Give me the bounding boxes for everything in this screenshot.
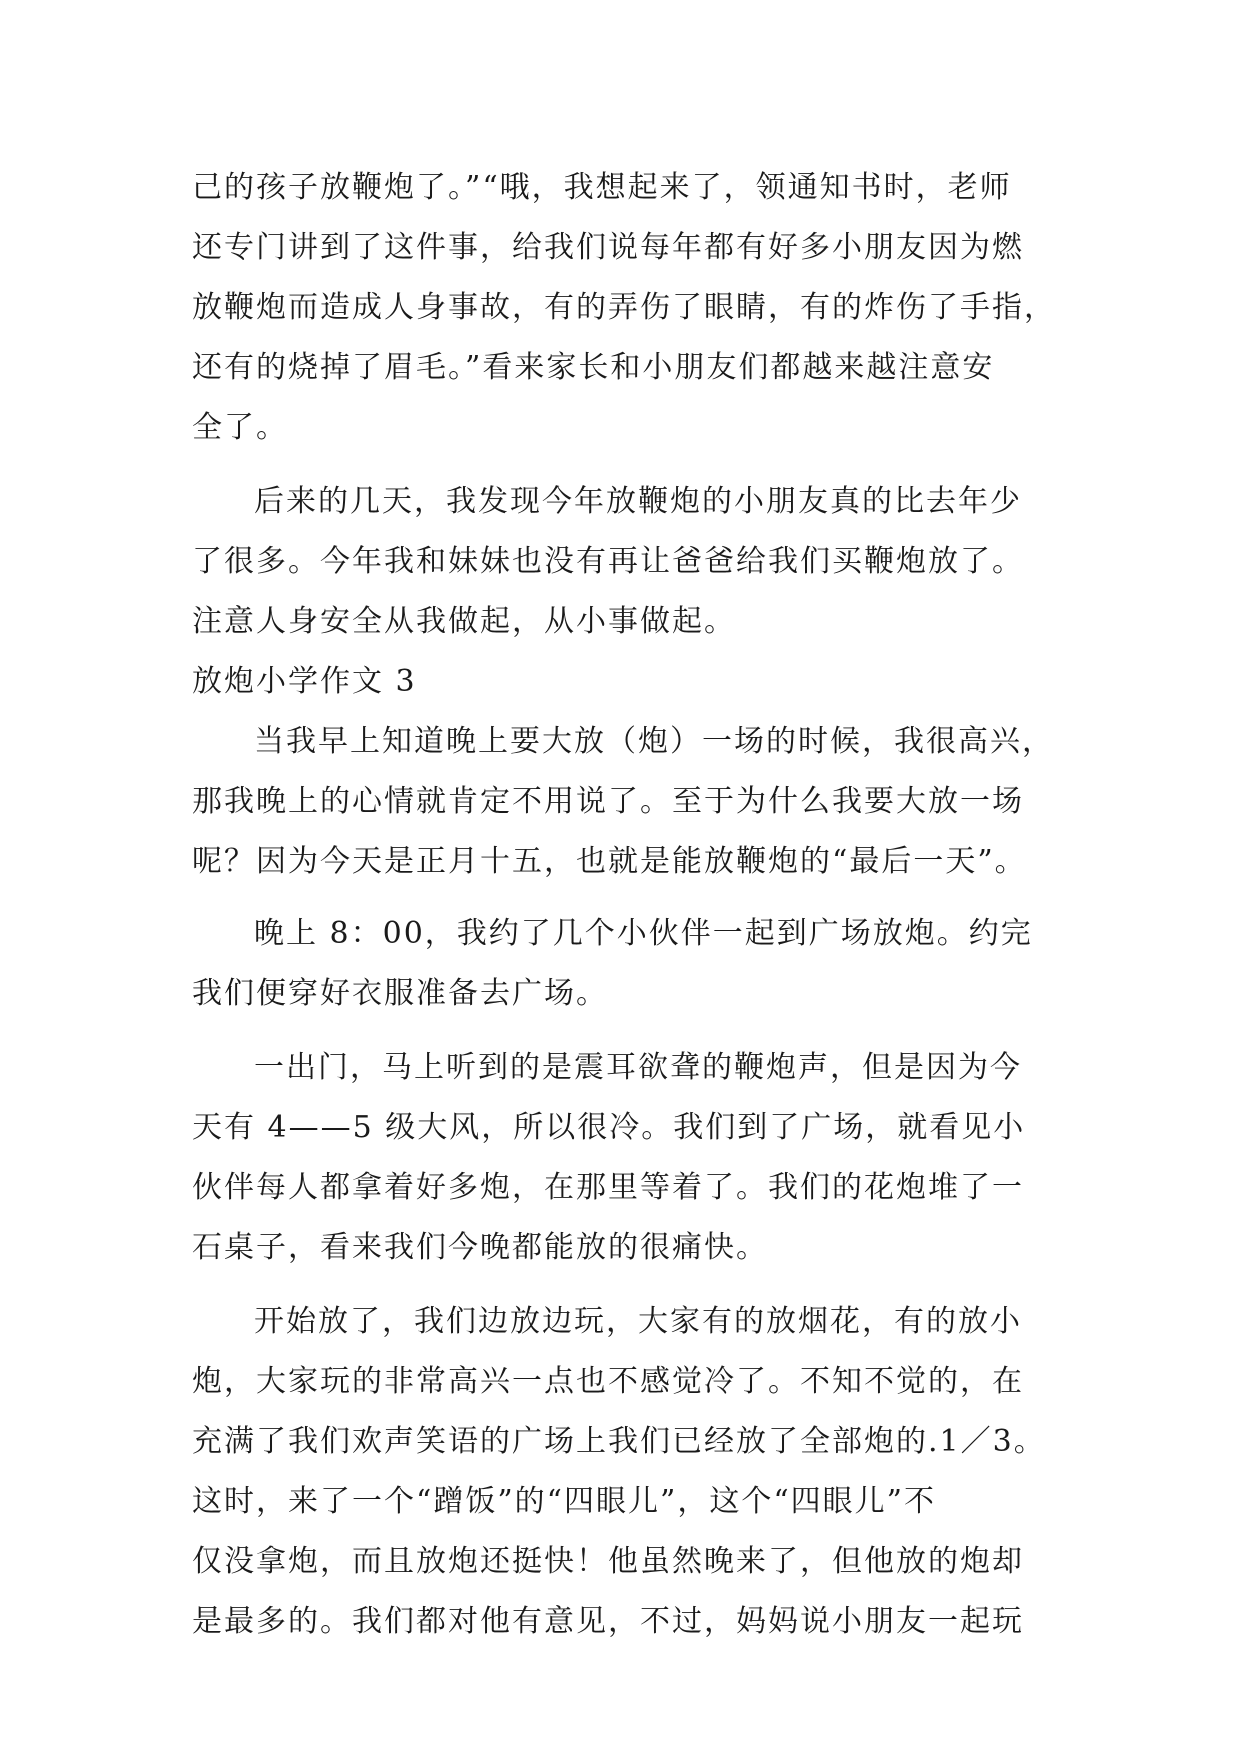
text-line: 开始放了，我们边放边玩，大家有的放烟花，有的放小 xyxy=(254,1304,1022,1339)
text-line: 天有 4——5 级大风，所以很冷。我们到了广场，就看见小 xyxy=(192,1110,1026,1145)
text-line: 还专门讲到了这件事，给我们说每年都有好多小朋友因为燃 xyxy=(192,230,1024,265)
text-line: 这时，来了一个“蹭饭”的“四眼儿”，这个“四眼儿”不 xyxy=(192,1484,937,1519)
text-line: 了很多。今年我和妹妹也没有再让爸爸给我们买鞭炮放了。 xyxy=(192,544,1024,579)
text-line: 晚上 8：00，我约了几个小伙伴一起到广场放炮。约完 xyxy=(254,916,1033,951)
text-line: 放鞭炮而造成人身事故，有的弄伤了眼睛，有的炸伤了手指， xyxy=(192,290,1056,325)
text-line: 己的孩子放鞭炮了。”“哦，我想起来了，领通知书时，老师 xyxy=(192,170,1012,205)
text-line: 一出门，马上听到的是震耳欲聋的鞭炮声，但是因为今 xyxy=(254,1050,1022,1085)
text-line: 那我晚上的心情就肯定不用说了。至于为什么我要大放一场 xyxy=(192,784,1024,819)
text-line: 仅没拿炮，而且放炮还挺快！他虽然晚来了，但他放的炮却 xyxy=(192,1544,1024,1579)
text-line: 我们便穿好衣服准备去广场。 xyxy=(192,976,608,1011)
text-line: 充满了我们欢声笑语的广场上我们已经放了全部炮的.1／3。 xyxy=(192,1424,1046,1459)
text-line: 注意人身安全从我做起，从小事做起。 xyxy=(192,604,736,639)
text-line: 呢？因为今天是正月十五，也就是能放鞭炮的“最后一天”。 xyxy=(192,844,1027,879)
text-line: 伙伴每人都拿着好多炮，在那里等着了。我们的花炮堆了一 xyxy=(192,1170,1024,1205)
text-line: 炮，大家玩的非常高兴一点也不感觉冷了。不知不觉的，在 xyxy=(192,1364,1024,1399)
text-line: 石桌子，看来我们今晚都能放的很痛快。 xyxy=(192,1230,768,1265)
text-line: 全了。 xyxy=(192,410,288,445)
text-line: 放炮小学作文 3 xyxy=(192,664,417,699)
text-line: 当我早上知道晚上要大放（炮）一场的时候，我很高兴， xyxy=(254,724,1054,759)
text-line: 后来的几天，我发现今年放鞭炮的小朋友真的比去年少 xyxy=(254,484,1022,519)
document-body xyxy=(192,158,1062,1652)
text-line: 还有的烧掉了眉毛。”看来家长和小朋友们都越来越注意安 xyxy=(192,350,995,385)
text-line: 是最多的。我们都对他有意见，不过，妈妈说小朋友一起玩 xyxy=(192,1604,1024,1639)
